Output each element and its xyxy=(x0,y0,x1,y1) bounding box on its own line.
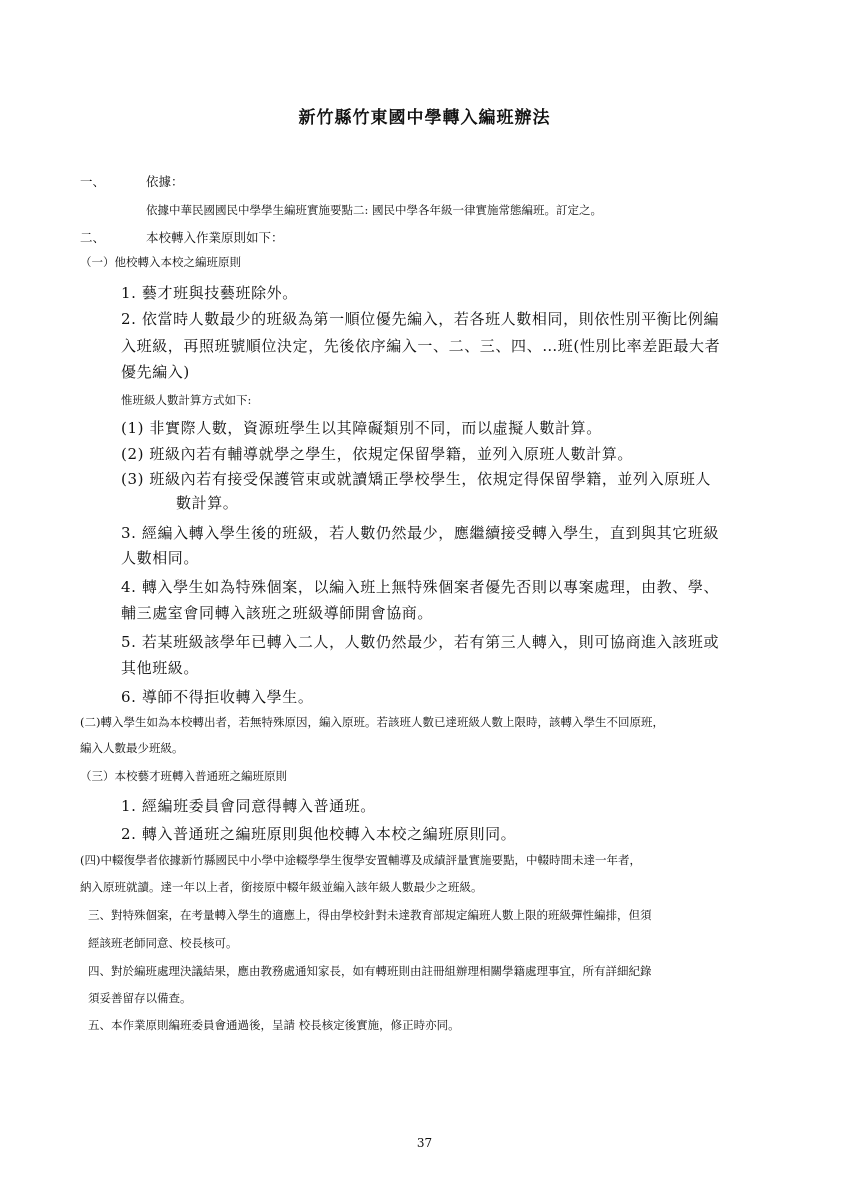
section5-text: 五、本作業原則編班委員會通過後，呈請 校長核定後實施，修正時亦同。 xyxy=(88,1018,460,1032)
part1-rule3-line1: 3. 經編入轉入學生後的班級，若人數仍然最少，應繼續接受轉入學生，直到與其它班級 xyxy=(121,524,720,542)
part1-heading: （一）他校轉入本校之編班原則 xyxy=(80,255,241,269)
section3-line1: 三、對特殊個案，在考量轉入學生的適應上，得由學校針對未達教育部規定編班人數上限的班級彈性編排，但須 xyxy=(88,908,652,922)
section2-heading: 本校轉入作業原則如下： xyxy=(146,230,284,245)
section1-text: 依據中華民國國民中學學生編班實施要點二: 國民中學各年級一律實施常態編班。訂定之。 xyxy=(146,203,603,217)
part1-rule2-line2: 入班級，再照班號順位決定，先後依序編入一、二、三、四、…班(性別比率差距最大者 xyxy=(121,337,721,355)
part1-rule5-line1: 5. 若某班級該學年已轉入二人，人數仍然最少，若有第三人轉入，則可協商進入該班或 xyxy=(121,633,720,651)
part1-calc3-line2: 數計算。 xyxy=(176,494,239,512)
page-number: 37 xyxy=(416,1136,433,1150)
part1-rule6: 6. 導師不得拒收轉入學生。 xyxy=(121,688,314,706)
document-title: 新竹縣竹東國中學轉入編班辦法 xyxy=(298,108,551,128)
part2-line2: 編入人數最少班級。 xyxy=(80,741,184,755)
part1-calc-heading: 惟班級人數計算方式如下: xyxy=(121,393,252,407)
section2-number: 二、 xyxy=(80,230,106,245)
section1-heading: 依據： xyxy=(146,174,184,189)
part1-rule2-line3: 優先編入) xyxy=(121,363,190,381)
part1-rule3-line2: 人數相同。 xyxy=(121,549,200,567)
part3-rule1: 1. 經編班委員會同意得轉入普通班。 xyxy=(121,797,376,815)
section4-line1: 四、對於編班處理決議結果，應由教務處通知家長，如有轉班則由註冊組辦理相關學籍處理事宜，所有詳細紀錄 xyxy=(88,964,652,978)
part2-line1: (二)轉入學生如為本校轉出者，若無特殊原因，編入原班。若該班人數已達班級人數上限時，該轉入學生不回原班， xyxy=(80,715,664,729)
part4-line2: 納入原班就讀。達一年以上者，銜接原中輟年級並編入該年級人數最少之班級。 xyxy=(80,880,483,894)
part4-line1: (四)中輟復學者依據新竹縣國民中小學中途輟學學生復學安置輔導及成績評量實施要點，中輟時間未達一年者， xyxy=(80,853,641,867)
section1-number: 一、 xyxy=(80,174,106,189)
part1-rule4-line1: 4. 轉入學生如為特殊個案，以編入班上無特殊個案者優先否則以專案處理，由教、學、 xyxy=(121,578,720,596)
part1-rule4-line2: 輔三處室會同轉入該班之班級導師開會協商。 xyxy=(121,604,434,622)
part1-rule5-line2: 其他班級。 xyxy=(121,659,200,677)
part3-rule2: 2. 轉入普通班之編班原則與他校轉入本校之編班原則同。 xyxy=(121,825,517,843)
part1-calc2: (2) 班級內若有輔導就學之學生，依規定保留學籍，並列入原班人數計算。 xyxy=(121,445,634,463)
part1-rule1: 1. 藝才班與技藝班除外。 xyxy=(121,284,298,302)
part1-rule2-line1: 2. 依當時人數最少的班級為第一順位優先編入，若各班人數相同，則依性別平衡比例編 xyxy=(121,310,720,328)
part1-calc3-line1: (3) 班級內若有接受保護管束或就讀矯正學校學生，依規定得保留學籍，並列入原班人 xyxy=(121,470,712,488)
section4-line2: 須妥善留存以備查。 xyxy=(88,991,192,1005)
part3-heading: （三）本校藝才班轉入普通班之編班原則 xyxy=(80,769,287,783)
section3-line2: 經該班老師同意、校長核可。 xyxy=(88,936,238,950)
part1-calc1: (1) 非實際人數，資源班學生以其障礙類別不同，而以虛擬人數計算。 xyxy=(121,419,602,437)
